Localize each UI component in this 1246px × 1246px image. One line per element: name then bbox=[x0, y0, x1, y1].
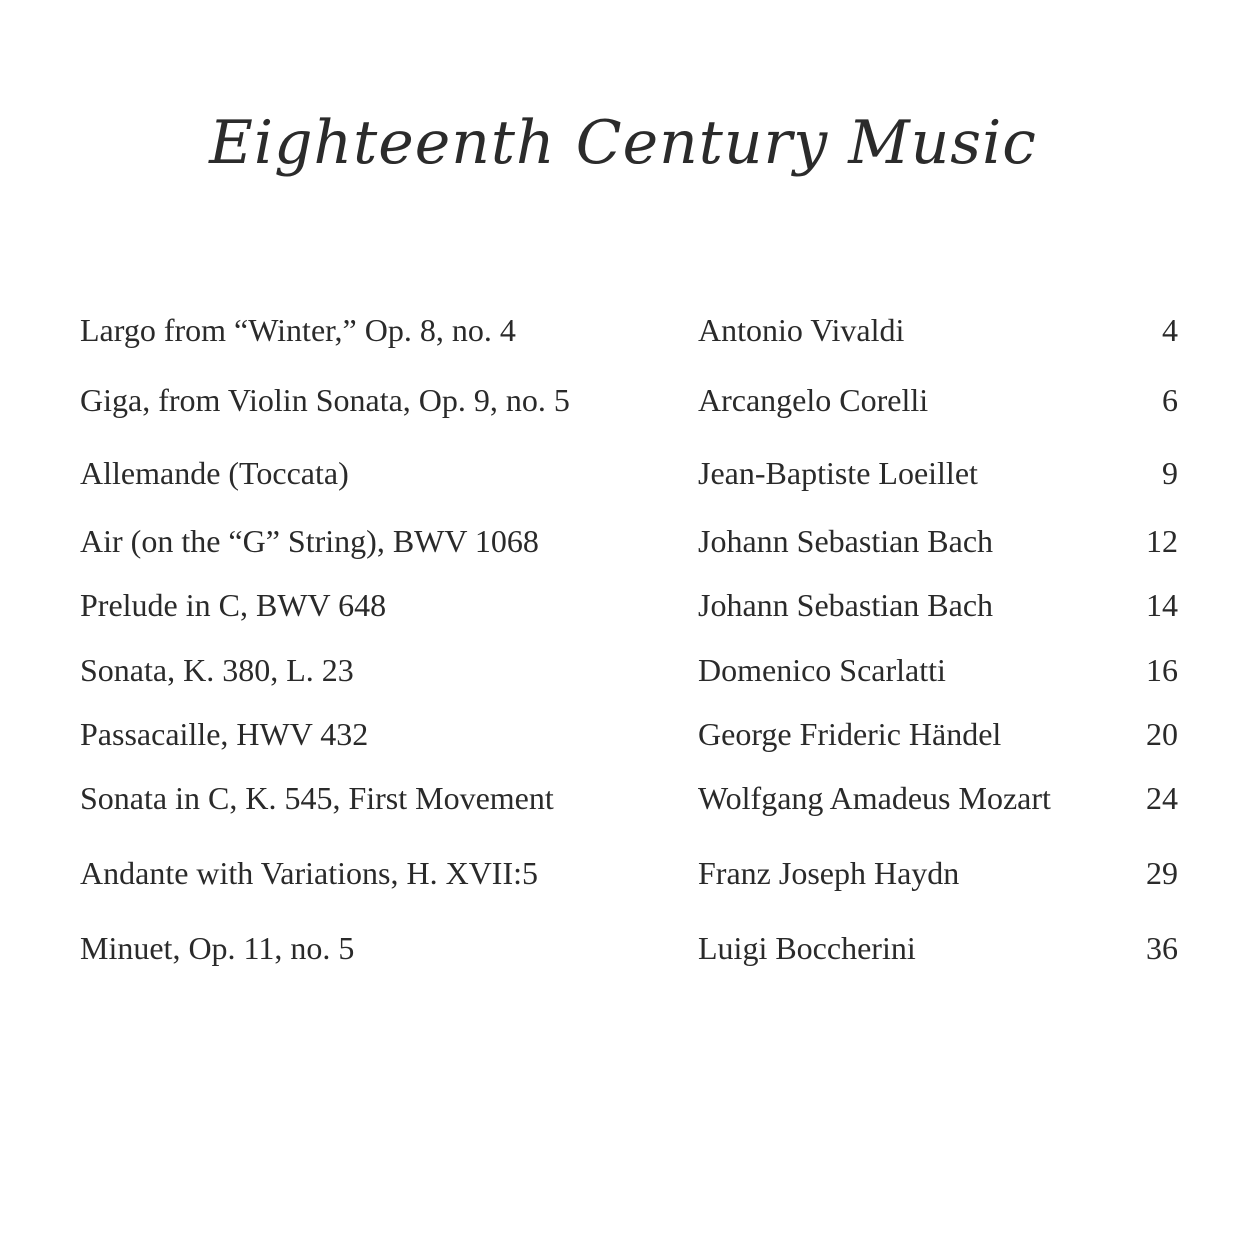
contents-row bbox=[0, 928, 1246, 968]
contents-row bbox=[0, 453, 1246, 493]
page-number: 12 bbox=[1146, 523, 1178, 559]
composer-name: Luigi Boccherini bbox=[698, 930, 916, 966]
piece-title: Giga, from Violin Sonata, Op. 9, no. 5 bbox=[80, 382, 570, 418]
page-number: 16 bbox=[1146, 652, 1178, 688]
contents-row bbox=[0, 853, 1246, 893]
contents-row bbox=[0, 380, 1246, 420]
page-number: 14 bbox=[1146, 587, 1178, 623]
piece-title: Allemande (Toccata) bbox=[80, 455, 349, 491]
composer-name: Antonio Vivaldi bbox=[698, 312, 905, 348]
page-number: 36 bbox=[1146, 930, 1178, 966]
piece-title: Prelude in C, BWV 648 bbox=[80, 587, 387, 623]
composer-name: Johann Sebastian Bach bbox=[698, 587, 994, 623]
contents-row bbox=[0, 585, 1246, 625]
page-number: 9 bbox=[1162, 455, 1178, 491]
composer-name: Wolfgang Amadeus Mozart bbox=[698, 780, 1051, 816]
composer-name: Jean-Baptiste Loeillet bbox=[698, 455, 978, 491]
piece-title: Passacaille, HWV 432 bbox=[80, 716, 369, 752]
page-number: 20 bbox=[1146, 716, 1178, 752]
page-number: 24 bbox=[1146, 780, 1178, 816]
composer-name: Arcangelo Corelli bbox=[698, 382, 929, 418]
page-title: Eighteenth Century Music bbox=[209, 108, 1037, 178]
composer-name: George Frideric Händel bbox=[698, 716, 1002, 752]
piece-title: Air (on the “G” String), BWV 1068 bbox=[80, 523, 539, 559]
composer-name: Domenico Scarlatti bbox=[698, 652, 946, 688]
contents-row bbox=[0, 650, 1246, 690]
piece-title: Minuet, Op. 11, no. 5 bbox=[80, 930, 355, 966]
piece-title: Largo from “Winter,” Op. 8, no. 4 bbox=[80, 312, 516, 348]
page-number: 29 bbox=[1146, 855, 1178, 891]
page-number: 4 bbox=[1162, 312, 1178, 348]
piece-title: Sonata in C, K. 545, First Movement bbox=[80, 780, 554, 816]
piece-title: Andante with Variations, H. XVII:5 bbox=[80, 855, 538, 891]
contents-row bbox=[0, 714, 1246, 754]
contents-row bbox=[0, 521, 1246, 561]
contents-row bbox=[0, 778, 1246, 818]
composer-name: Franz Joseph Haydn bbox=[698, 855, 960, 891]
composer-name: Johann Sebastian Bach bbox=[698, 523, 994, 559]
page-number: 6 bbox=[1162, 382, 1178, 418]
contents-row bbox=[0, 310, 1246, 350]
piece-title: Sonata, K. 380, L. 23 bbox=[80, 652, 354, 688]
